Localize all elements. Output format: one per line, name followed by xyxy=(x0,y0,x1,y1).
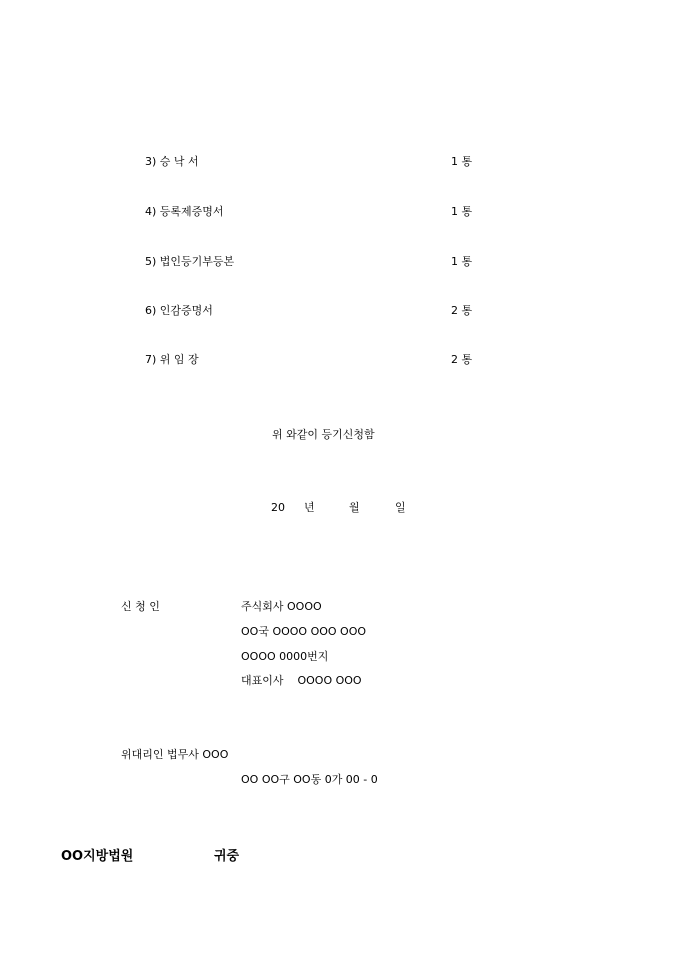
attachment-item-count: 1 통 xyxy=(451,255,473,268)
applicant-address-line: OO국 OOOO OOO OOO xyxy=(241,625,367,638)
applicant-label: 신 청 인 xyxy=(121,600,160,613)
attachment-item-label: 5) 법인등기부등본 xyxy=(145,255,235,268)
date-day-unit: 일 xyxy=(395,501,406,514)
attachment-item-label: 3) 승 낙 서 xyxy=(145,155,199,168)
attachment-item-count: 2 통 xyxy=(451,304,473,317)
attachment-item-count: 1 통 xyxy=(451,205,473,218)
applicant-representative: 대표이사 OOOO OOO xyxy=(241,674,362,687)
date-year-unit: 년 xyxy=(304,501,315,514)
attachment-item-label: 4) 등록제증명서 xyxy=(145,205,224,218)
attachment-item-label: 6) 인감증명서 xyxy=(145,304,213,317)
court-name: OO지방법원 xyxy=(61,849,134,864)
date-month-unit: 월 xyxy=(349,501,360,514)
honorific: 귀중 xyxy=(214,849,240,864)
agent-address: OO OO구 OO동 0가 00 - 0 xyxy=(241,773,378,786)
application-statement: 위 와같이 등기신청함 xyxy=(272,428,375,441)
applicant-company: 주식회사 OOOO xyxy=(241,600,322,613)
attachment-item-count: 2 통 xyxy=(451,353,473,366)
applicant-address-line: OOOO 0000번지 xyxy=(241,650,329,663)
attachment-item-label: 7) 위 임 장 xyxy=(145,353,199,366)
agent-label: 위대리인 법무사 OOO xyxy=(121,748,229,761)
date-year: 20 xyxy=(271,501,285,514)
attachment-item-count: 1 통 xyxy=(451,155,473,168)
